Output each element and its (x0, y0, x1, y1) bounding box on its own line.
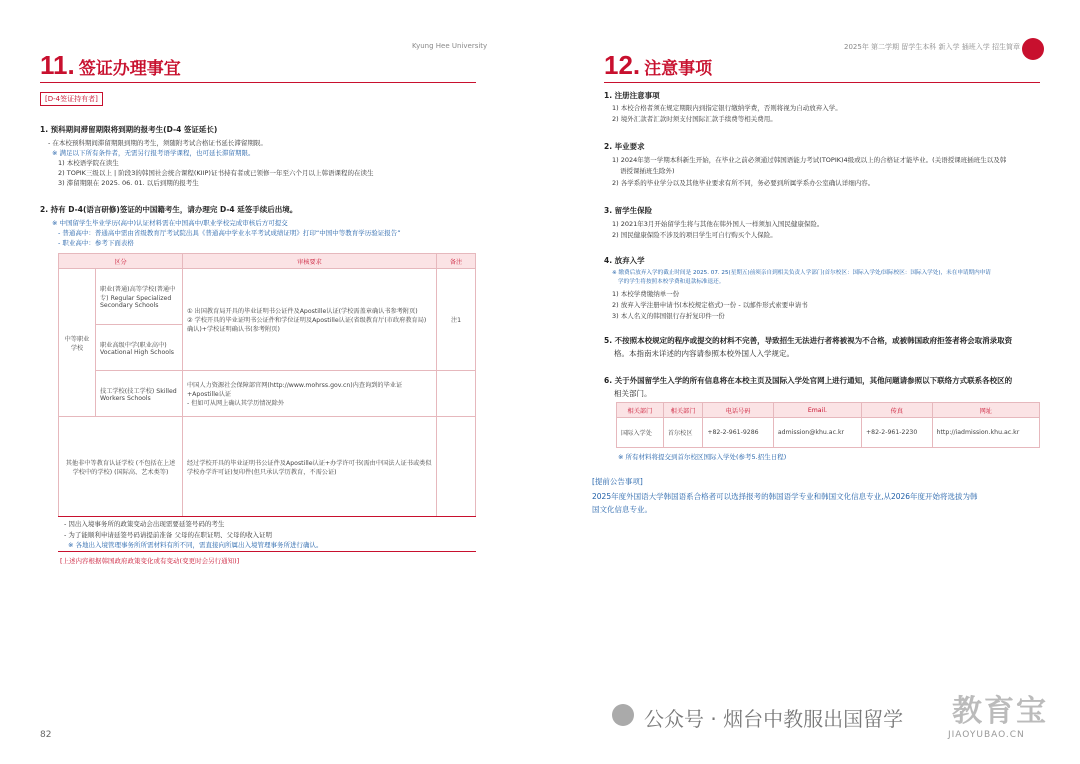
req-other: 经过学校开具的毕业证明书公证件及Apostille认证+办学许可书(需由中国法人证书或类似学校办学许可证)复印件(但只承认学历教育，不需公证) (183, 417, 437, 517)
section-heading: 注意事项 (644, 59, 713, 79)
s1-item-1: 1) 本校合格者须在规定期限内到指定银行缴纳学费，否则将视为自动放弃入学。 (612, 104, 842, 112)
school-type-vocational: 职业高级中学(职业高中) Vocational High Schools (96, 325, 183, 371)
item-1-cond-3: 3) 滞留期限在 2025. 06. 01. 以后到期的报考生 (58, 179, 199, 187)
s6-heading: 6. 关于外国留学生入学的所有信息将在本校主页及国际入学处官网上进行通知，其他问题请参照以下联络方式联系各校区的 (604, 376, 1013, 385)
d4-visa-tag: [D-4签证持有者] (40, 92, 103, 106)
col-phone: 电话号码 (703, 403, 774, 418)
school-type-other: 其他非中等教育认证学校 (不包括在上述学校中的学校) (国际高、艺术类等) (59, 417, 183, 517)
footnote-1: - 因出入境事务所的政策变动会出现需要延签号码的考生 (64, 520, 225, 528)
s2-item-1: 1) 2024年第一学期本科新生开始，在毕业之前必须通过韩国语能力考试(TOPIK)4级或以上的合格证才能毕业。(关语授课班插班生以及韩 (612, 156, 1007, 164)
cell-dept: 国际入学处 (617, 418, 664, 448)
s3-heading: 3. 留学生保险 (604, 206, 653, 215)
s5-heading-cont: 格。本指南未详述的内容请参照本校外国人入学规定。 (614, 349, 794, 358)
item-1-cond-1: 1) 本校语学院在读生 (58, 159, 119, 167)
req-skilled-2: - 但如可从网上确认其学历情况除外 (187, 400, 285, 407)
col-remarks: 备注 (437, 254, 476, 269)
req-1: ① 出国教育局开具的毕业证明书公证件及Apostille认证(学校需盖章确认书参考附页) (187, 308, 418, 315)
col-email: Email. (773, 403, 861, 418)
item-2-note: ※ 中国留学生毕业学历(高中)认证材料需在中国高中/职业学校完成审核后方可提交 (52, 219, 288, 227)
remark-note-1: 注1 (437, 269, 476, 371)
school-type-specialized: 职业(普通)高等学校(普通中专) Regular Specialized Secondary Schools (96, 269, 183, 325)
cell-fax: +82-2-961-2230 (862, 418, 933, 448)
section-12-title (604, 50, 712, 81)
watermark-url: JIAOYUBAO.CN (948, 730, 1025, 740)
cell-campus: 首尔校区 (663, 418, 703, 448)
col-campus: 相关部门 (663, 403, 703, 418)
cell-phone: +82-2-961-9286 (703, 418, 774, 448)
section-11-title (40, 50, 181, 81)
section-number: 11. (40, 50, 75, 80)
s2-item-2: 2) 各学系的毕业学分以及其他毕业要求有所不同，务必要到所属学系办公室确认详细内容。 (612, 179, 875, 187)
req-skilled (183, 371, 437, 417)
col-website: 网址 (932, 403, 1039, 418)
s3-item-2: 2) 国民健康保险不涉及的项目学生可自行购买个人保险。 (612, 231, 777, 239)
footnote-box (58, 516, 476, 552)
section-number: 12. (604, 50, 641, 80)
s1-heading: 1. 注册注意事项 (604, 91, 660, 100)
row-group-label: 中等职业学校 (59, 269, 96, 417)
vocational-school-table (58, 253, 476, 517)
right-page (540, 0, 1080, 764)
contact-note: ※ 所有材料将提交到首尔校区国际入学处(参考5.招生日程) (618, 453, 787, 461)
remark-empty-2 (437, 417, 476, 517)
school-type-skilled: 技工学校(技工学校) Skilled Workers Schools (96, 371, 183, 417)
req-skilled-1: 中国人力资源社会保障部官网(http://www.mohrss.gov.cn)内查询到的毕业证+Apostille认证 (187, 382, 403, 398)
cell-email[interactable]: admission@khu.ac.kr (773, 418, 861, 448)
s4-note: ※ 缴费后放弃入学的截止时间是 2025. 07. 25(星期五)前须亲自到相关负责人学部门(首尔校区：国际入学处/国际校区：国际入学处)，未在申请期内申请 (612, 270, 991, 276)
req-specialized-vocational (183, 269, 437, 371)
col-dept: 相关部门 (617, 403, 664, 418)
notice-body-2: 国文化信息专业。 (592, 505, 652, 514)
wechat-icon (612, 704, 634, 726)
section-heading: 签证办理事宜 (78, 59, 181, 79)
notice-body-1: 2025年度外国语大学韩国语系合格者可以选择报考的韩国语学专业和韩国文化信息专业,从2026年度开始将选拔为韩 (592, 492, 978, 501)
lion-logo-icon (1022, 38, 1044, 60)
item-2-vocational: - 职业高中：参考下面表格 (58, 239, 134, 247)
watermark-logo: 教育宝 (952, 694, 1048, 729)
col-category: 区分 (59, 254, 183, 269)
s4-item-3: 3) 本人名义的韩国银行存折复印件一份 (612, 312, 725, 320)
footnote-2: - 为了能顺利申请延签号码请提前准备 父母的在职证明、父母的收入证明 (64, 530, 272, 539)
req-2: ② 学校开具的毕业证明书公证件和学位证明及Apostille认证(省级教育厅(市政府教育局)确认)+学校证明确认书(参考附页) (187, 317, 427, 333)
s4-note-cont: 学的学生将按照本校学费和退款标准退还。 (618, 279, 725, 285)
s1-item-2: 2) 境外汇款者汇款时须支付国际汇款手续费等相关费用。 (612, 115, 777, 123)
contact-table (616, 402, 1040, 448)
col-requirements: 审核要求 (183, 254, 437, 269)
title-divider (604, 82, 1040, 83)
item-1-note: ※ 满足以下所有条件者，无需另行报考语学课程，也可延长滞留期限。 (52, 149, 255, 157)
footnote-3: ※ 各地出入境管理事务所所需材料有所不同，需直接向所属出入境管理事务所进行确认。 (68, 541, 323, 549)
item-1-cond-2: 2) TOPIK三级以上 | 阶段3的韩国社会统合课程(KIIP)证书持有者或已领修一年至六个月以上韩语课程的在读生 (58, 169, 374, 177)
s4-item-2: 2) 放弃入学注册申请书(本校规定格式)一份 - 以邮件形式索要申请书 (612, 301, 808, 309)
s2-item-1-cont: 语授课插班生除外) (620, 167, 675, 175)
col-fax: 传真 (862, 403, 933, 418)
prospectus-header: 2025年 第二学期 留学生本科 新入学 插班入学 招生简章 (844, 43, 1020, 51)
s6-heading-cont: 相关部门。 (614, 389, 652, 398)
s5-heading: 5. 不按照本校规定的程序或提交的材料不完善，导致招生无法进行者将被视为不合格，或被韩国政府拒签者将会取消录取资 (604, 336, 1013, 345)
s4-heading: 4. 放弃入学 (604, 256, 645, 265)
policy-footer-note: [上述内容根据韩国政府政策变化或有变动(变更时会另行通知)] (60, 557, 240, 565)
remark-empty (437, 371, 476, 417)
s4-item-1: 1) 本校学费缴纳单一份 (612, 290, 680, 298)
item-2-general: - 普通高中：普通高中需由省级教育厅考试院出具《普通高中学业水平考试成绩证明》打印“中国中等教育学历验证报告” (58, 229, 401, 237)
page-number: 82 (40, 730, 52, 740)
item-1-text: - 在本校预科期间滞留期限到期的考生，须随附考试合格证书延长滞留期限。 (48, 139, 267, 147)
title-divider (40, 82, 476, 83)
university-header: Kyung Hee University (412, 42, 488, 50)
watermark-text: 公众号 · 烟台中教服出国留学 (644, 707, 904, 731)
cell-website[interactable]: http://iadmission.khu.ac.kr (932, 418, 1039, 448)
s3-item-1: 1) 2021年3月开始留学生将与其他在韩外国人一样须加入国民健康保险。 (612, 220, 824, 228)
item-1-heading: 1. 预科期间滞留期限将到期的报考生(D-4 签证延长) (40, 125, 218, 134)
s2-heading: 2. 毕业要求 (604, 142, 645, 151)
notice-heading: [提前公告事项] (592, 477, 643, 486)
item-2-heading: 2. 持有 D-4(语言研修)签证的中国籍考生，请办理完 D-4 延签手续后出境。 (40, 205, 298, 214)
